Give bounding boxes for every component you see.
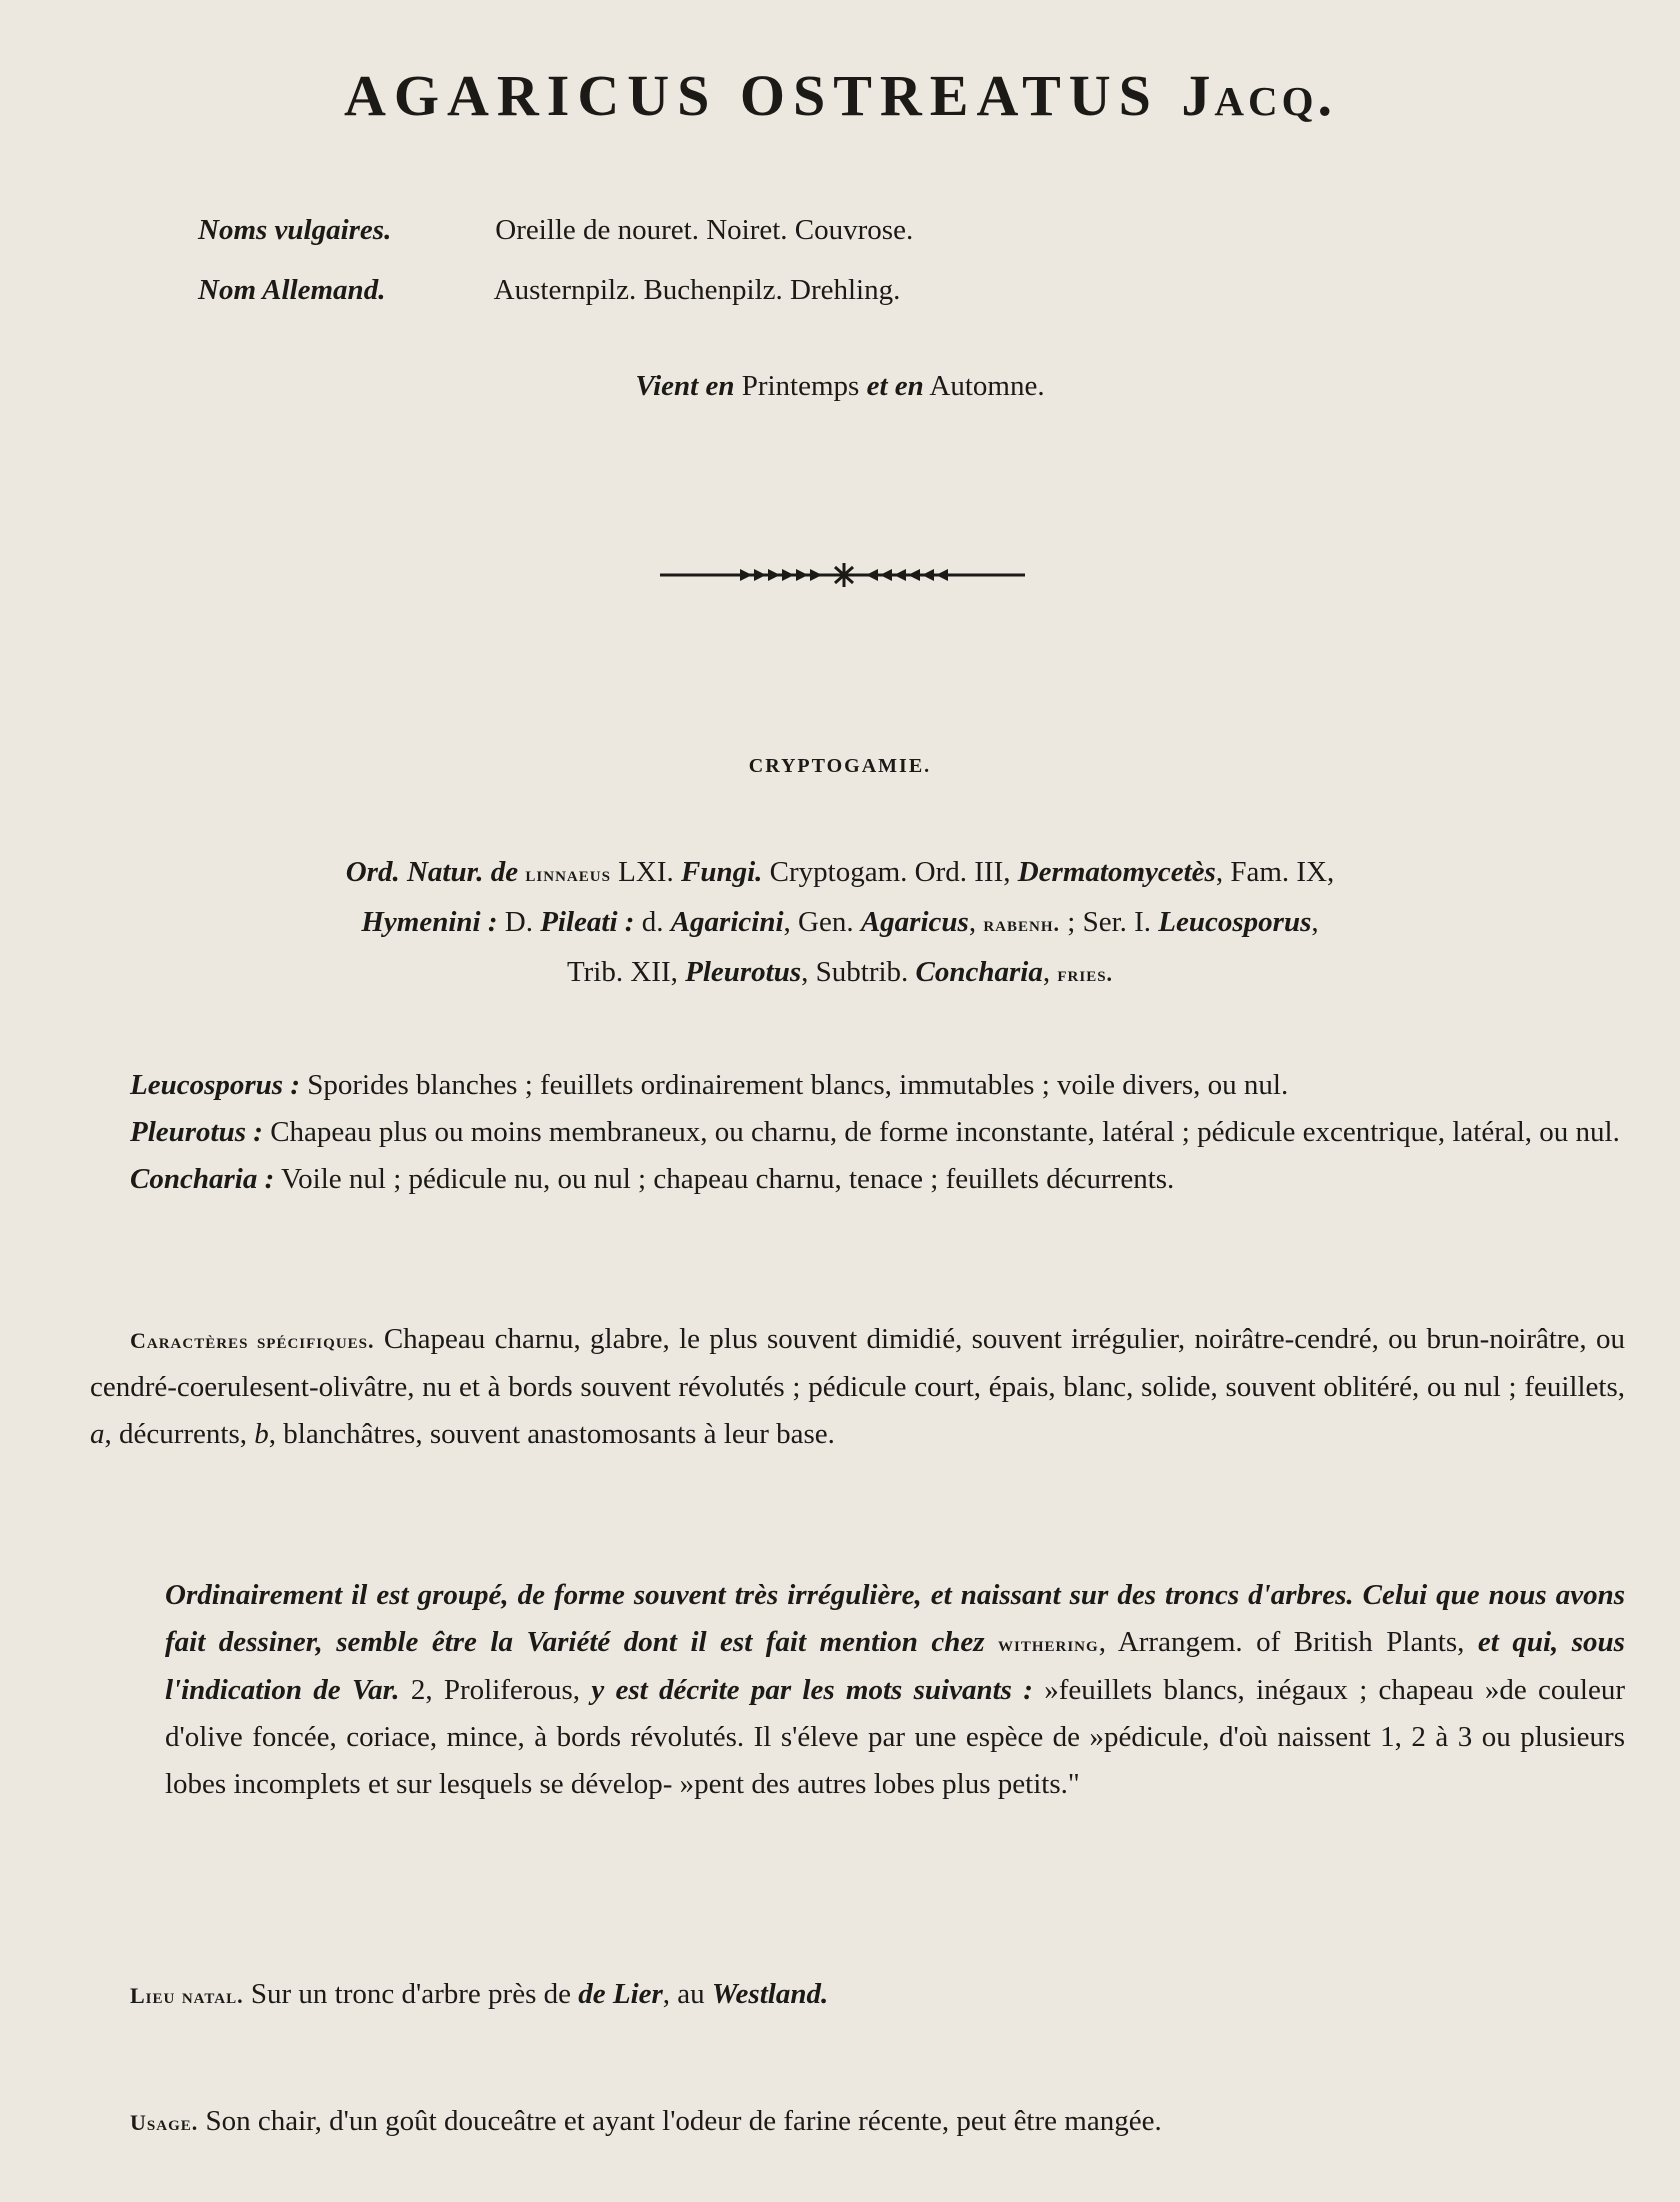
observation-part-3: , Arrangem. of British Plants,	[1098, 1626, 1478, 1658]
observation-part-4: et qui, sous l'indication de Var.	[165, 1626, 1625, 1706]
specific-characters	[90, 1316, 1625, 1458]
season-line	[0, 370, 1680, 403]
ornamental-divider	[660, 560, 1025, 590]
ord-d: D.	[497, 906, 541, 938]
ord-comma: ,	[968, 906, 984, 938]
ord-ser: ; Ser. I.	[1060, 906, 1159, 938]
ord-fungi: Fungi.	[681, 856, 763, 888]
species-author: Jacq.	[1181, 63, 1337, 128]
ord-label: Ord. Natur. de	[345, 856, 519, 888]
def-concharia-text: Voile nul ; pédicule nu, ou nul ; chapeau charnu, tenace ; feuillets décurrents.	[274, 1163, 1175, 1195]
observation-paragraph	[165, 1572, 1625, 1808]
def-pleurotus-label: Pleurotus :	[130, 1116, 263, 1148]
specific-characters-text-3: , blanchâtres, souvent anastomosants à leur base.	[268, 1418, 835, 1450]
observation-part-1: Ordinairement il est groupé, de forme souvent très irrégulière, et naissant sur des troncs d'arbres. Celui que nous avons fait dessiner, semble être la Variété dont il est fait mention chez	[165, 1579, 1625, 1658]
def-leucosporus-label: Leucosporus :	[130, 1069, 300, 1101]
german-row	[198, 260, 913, 320]
season-part-3: et en	[866, 370, 924, 402]
observation-part-6: y est décrite par les mots suivants :	[591, 1674, 1033, 1706]
classification-line-2	[60, 898, 1620, 948]
def-pleurotus-text: Chapeau plus ou moins membraneux, ou charnu, de forme inconstante, latéral ; pédicule excentrique, latéral, ou nul.	[262, 1116, 1620, 1148]
def-leucosporus	[90, 1062, 1625, 1109]
def-concharia	[90, 1156, 1625, 1203]
def-pleurotus	[90, 1109, 1625, 1156]
definitions	[90, 1062, 1625, 1203]
ord-num: LXI.	[610, 856, 681, 888]
def-concharia-label: Concharia :	[130, 1163, 275, 1195]
ord-agaricus: Agaricus	[860, 906, 969, 938]
specific-characters-label: Caractères spécifiques.	[130, 1328, 375, 1353]
season-part-2: Printemps	[734, 370, 867, 402]
usage-line	[130, 2105, 1625, 2138]
ord-gen: , Gen.	[783, 906, 861, 938]
ord-pileati: Pileati :	[540, 906, 635, 938]
ord-linnaeus: linnaeus	[525, 861, 611, 886]
observation-quote: »feuillets blancs, inégaux ; chapeau »de couleur d'olive foncée, coriace, mince, à bords révolutés. Il s'éleve par une espèce de »pédicule, d'où naissent 1, 2 à 3 ou plusieurs lobes incomplets et sur lesquels se dévelop- »pent des autres lobes plus petits."	[165, 1674, 1625, 1800]
ord-d-small: d.	[634, 906, 671, 938]
ord-cryptogam: Cryptogam. Ord. III,	[762, 856, 1018, 888]
ord-hymenini: Hymenini :	[361, 906, 498, 938]
figure-ref-b: b	[254, 1418, 269, 1450]
page-title	[0, 62, 1680, 129]
ord-agaricini: Agaricini	[670, 906, 784, 938]
observation-withering: withering	[998, 1631, 1099, 1656]
usage-text: Son chair, d'un goût douceâtre et ayant l'odeur de farine récente, peut être mangée.	[198, 2105, 1162, 2137]
specific-characters-paragraph	[90, 1316, 1625, 1458]
habitat-label: Lieu natal.	[130, 1983, 244, 2008]
def-leucosporus-text: Sporides blanches ; feuillets ordinairement blancs, immutables ; voile divers, ou nul.	[299, 1069, 1289, 1101]
ord-comma-3: ,	[1042, 956, 1058, 988]
figure-ref-a: a	[90, 1418, 105, 1450]
classification-block	[60, 848, 1620, 998]
ord-trib: Trib. XII,	[566, 956, 686, 988]
vernacular-label: Noms vulgaires.	[198, 214, 392, 246]
observation-text	[165, 1572, 1625, 1808]
ord-fam: , Fam. IX,	[1215, 856, 1335, 888]
ord-fries: fries.	[1057, 961, 1114, 986]
specific-characters-text-1: Chapeau charnu, glabre, le plus souvent dimidié, souvent irrégulier, noirâtre-cendré, ou brun-noirâtre, ou cendré-coerulesent-olivâtre, nu et à bords souvent révolutés ; pédicule court, épais, blanc, solide, souvent oblitéré, ou nul ; feuillets,	[90, 1323, 1625, 1403]
german-label: Nom Allemand.	[198, 274, 386, 306]
ord-dermatomycetes: Dermatomycetès	[1017, 856, 1216, 888]
common-names	[198, 200, 913, 320]
habitat-text-1: Sur un tronc d'arbre près de	[243, 1978, 579, 2010]
german-value: Austernpilz. Buchenpilz. Drehling.	[493, 274, 901, 306]
ord-pleurotus: Pleurotus	[685, 956, 802, 988]
ord-subtrib: , Subtrib.	[801, 956, 916, 988]
habitat-place-2: Westland.	[711, 1978, 829, 2010]
specific-characters-text-2: , décurrents,	[104, 1418, 255, 1450]
usage-label: Usage.	[130, 2110, 199, 2135]
ord-leucosporus: Leucosporus	[1158, 906, 1312, 938]
observation-part-5: 2, Proliferous,	[399, 1674, 592, 1706]
section-heading: CRYPTOGAMIE.	[748, 755, 932, 777]
habitat-place-1: de Lier	[578, 1978, 663, 2010]
vernacular-row	[198, 200, 913, 260]
season-part-4: Automne.	[923, 370, 1045, 402]
ord-rabenh: rabenh.	[983, 911, 1061, 936]
classification-line-3	[60, 948, 1620, 998]
season-part-1: Vient en	[635, 370, 735, 402]
classification-line-1	[60, 848, 1620, 898]
habitat-line	[130, 1978, 1625, 2011]
ord-concharia: Concharia	[915, 956, 1043, 988]
species-name: AGARICUS OSTREATUS	[343, 63, 1159, 128]
vernacular-value: Oreille de nouret. Noiret. Couvrose.	[495, 214, 914, 246]
habitat-text-2: , au	[662, 1978, 712, 2010]
ord-comma-2: ,	[1311, 906, 1319, 938]
